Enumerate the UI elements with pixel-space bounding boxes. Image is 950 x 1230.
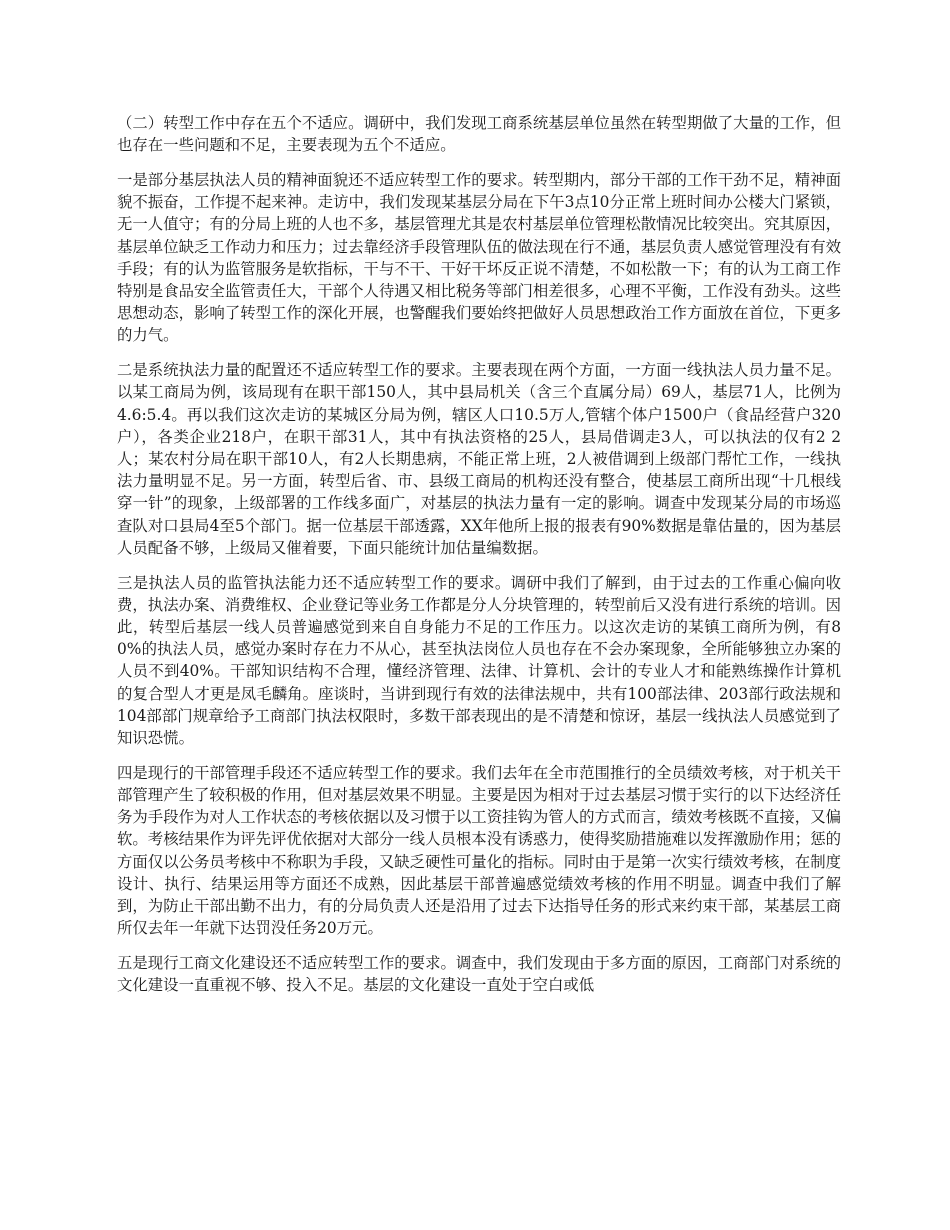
paragraph-cadre-management: 四是现行的干部管理手段还不适应转型工作的要求。我们去年在全市范围推行的全员绩效考核，对于机关干部管理产生了较积极的作用，但对基层效果不明显。主要是因为相对于过去基层习惯于实行的以下达经济任务为手段作为对人工作状态的考核依据以及习惯于以工资挂钩为管人的方式而言，绩效考核既不直接，又偏软。考核结果作为评先评优依据对大部分一线人员根本没有诱惑力，使得奖励措施难以发挥激励作用；惩的方面仅以公务员考核中不称职为手段，又缺乏硬性可量化的指标。同时由于是第一次实行绩效考核，在制度设计、执行、结果运用等方面还不成熟，因此基层干部普遍感觉绩效考核的作用不明显。调查中我们了解到，为防止干部出勤不出力，有的分局负责人还是沿用了过去下达指导任务的形式来约束干部，某基层工商所仅去年一年就下达罚没任务20万元。: [117, 763, 841, 938]
paragraph-five-mismatches: （二）转型工作中存在五个不适应。调研中，我们发现工商系统基层单位虽然在转型期做了大量的工作，但也存在一些问题和不足，主要表现为五个不适应。: [117, 114, 841, 155]
paragraph-mental-state: 一是部分基层执法人员的精神面貌还不适应转型工作的要求。转型期内，部分干部的工作干劲不足，精神面貌不振奋，工作提不起来神。走访中，我们发现某基层分局在下午3点10分正常上班时间办公楼大门紧锁，无一人值守；有的分局上班的人也不多，基层管理尤其是农村基层单位管理松散情况比较突出。究其原因，基层单位缺乏工作动力和压力；过去靠经济手段管理队伍的做法现在行不通，基层负责人感觉管理没有有效手段；有的认为监管服务是软指标，干与不干、干好干坏反正说不清楚，不如松散一下；有的认为工商工作特别是食品安全监管责任大，干部个人待遇又相比税务等部门相差很多，心理不平衡，工作没有劲头。这些思想动态，影响了转型工作的深化开展，也警醒我们要始终把做好人员思想政治工作方面放在首位，下更多的力气。: [117, 171, 841, 345]
paragraph-culture-building: 五是现行工商文化建设还不适应转型工作的要求。调查中，我们发现由于多方面的原因，工商部门对系统的文化建设一直重视不够、投入不足。基层的文化建设一直处于空白或低: [117, 954, 841, 995]
document-body: [117, 112, 841, 1009]
paragraph-enforcement-capability: 三是执法人员的监管执法能力还不适应转型工作的要求。调研中我们了解到，由于过去的工作重心偏向收费，执法办案、消费维权、企业登记等业务工作都是分人分块管理的，转型前后又没有进行系统的培训。因此，转型后基层一线人员普遍感觉到来自自身能力不足的工作压力。以这次走访的某镇工商所为例，有80%的执法人员，感觉办案时存在力不从心，甚至执法岗位人员也存在不会办案现象，全所能够独立办案的人员不到40%。干部知识结构不合理，懂经济管理、法律、计算机、会计的专业人才和能熟练操作计算机的复合型人才更是凤毛麟角。座谈时，当讲到现行有效的法律法规中，共有100部法律、203部行政法规和104部部门规章给予工商部门执法权限时，多数干部表现出的是不清楚和惊讶，基层一线执法人员感觉到了知识恐慌。: [117, 573, 841, 748]
paragraph-enforcement-staffing: 二是系统执法力量的配置还不适应转型工作的要求。主要表现在两个方面，一方面一线执法人员力量不足。以某工商局为例，该局现有在职干部150人，其中县局机关（含三个直属分局）69人，基层71人，比例为4.6:5.4。再以我们这次走访的某城区分局为例，辖区人口10.5万人,管辖个体户1500户（食品经营户320户），各类企业218户，在职干部31人，其中有执法资格的25人，县局借调走3人，可以执法的仅有2 2人；某农村分局在职干部10人，有2人长期患病，不能正常上班，2人被借调到上级部门帮忙工作，一线执法力量明显不足。另一方面，转型后省、市、县级工商局的机构还没有整合，使基层工商所出现“十几根线穿一针”的现象，上级部署的工作线多面广，对基层的执法力量有一定的影响。调查中发现某分局的市场巡查队对口县局4至5个部门。据一位基层干部透露，XX年他所上报的报表有90%数据是靠估量的，因为基层人员配备不够，上级局又催着要，下面只能统计加估量编数据。: [117, 361, 841, 557]
